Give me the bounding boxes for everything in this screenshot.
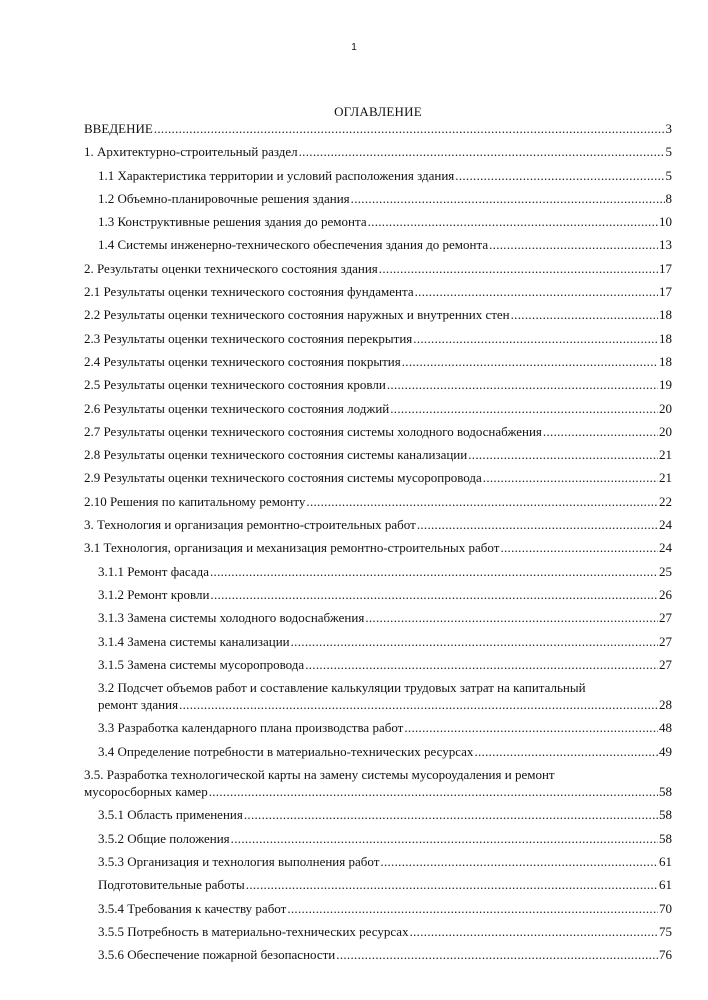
toc-entry-label: 3.1.1 Ремонт фасада [98, 563, 209, 579]
toc-entry-row [98, 946, 672, 963]
toc-entry[interactable] [84, 539, 672, 556]
toc-entry-row [84, 120, 672, 137]
toc-entry-label: 3.1 Технология, организация и механизация ремонтно-строительных работ [84, 540, 500, 556]
toc-entry-label: 3.3 Разработка календарного плана производства работ [98, 720, 404, 736]
toc-entry[interactable] [84, 330, 672, 347]
toc-entry[interactable] [84, 213, 672, 230]
dot-leader [210, 586, 658, 603]
toc-entry[interactable] [84, 260, 672, 277]
dot-leader [210, 563, 658, 580]
dot-leader [468, 446, 658, 463]
toc-entry[interactable] [84, 766, 672, 800]
dot-leader [365, 609, 658, 626]
toc-entry-label-line1: 3.5. Разработка технологической карты на замену системы мусороудаления и ремонт [84, 767, 555, 783]
toc-entry-page: 17 [659, 260, 672, 276]
toc-entry-label: 1.3 Конструктивные решения здания до ремонта [98, 214, 367, 230]
toc-entry[interactable] [84, 719, 672, 736]
toc-entry-row [98, 719, 672, 736]
toc-entry-page: 26 [659, 586, 672, 602]
toc-entry-page: 22 [659, 493, 672, 509]
toc-entry-label: 3.5.1 Область применения [98, 807, 243, 823]
dot-leader [231, 830, 658, 847]
toc-entry-row [84, 446, 672, 463]
toc-entry-row [98, 656, 672, 673]
toc-entry[interactable] [84, 353, 672, 370]
toc-entry-row [84, 539, 672, 556]
toc-entry-row [84, 143, 672, 160]
toc-entry-page: 24 [659, 517, 672, 533]
toc-entry[interactable] [84, 516, 672, 533]
toc-entry[interactable] [84, 923, 672, 940]
toc-entry-row [98, 876, 672, 893]
toc-entry-label: 3.1.2 Ремонт кровли [98, 586, 210, 602]
dot-leader [415, 283, 658, 300]
toc-entry[interactable] [84, 143, 672, 160]
toc-entry[interactable] [84, 236, 672, 253]
toc-entry[interactable] [84, 376, 672, 393]
dot-leader [380, 853, 658, 870]
toc-entry-page: 58 [659, 784, 672, 800]
toc-entry-row [84, 516, 672, 533]
toc-entry-label: 2.1 Результаты оценки технического состояния фундамента [84, 284, 414, 300]
toc-entry-row [98, 830, 672, 847]
toc-entry-label: 1.1 Характеристика территории и условий расположения здания [98, 167, 455, 183]
toc-entry-row [84, 423, 672, 440]
toc-entry-row [98, 853, 672, 870]
toc-entry-page: 58 [659, 807, 672, 823]
toc-entry-label: 1. Архитектурно-строительный раздел [84, 144, 298, 160]
dot-leader [209, 783, 658, 800]
toc-entry-label: 3.1.4 Замена системы канализации [98, 633, 290, 649]
toc-entry[interactable] [84, 609, 672, 626]
toc-entry[interactable] [84, 876, 672, 893]
toc-entry[interactable] [84, 306, 672, 323]
toc-entry-row [98, 609, 672, 626]
toc-entry[interactable] [84, 853, 672, 870]
toc-entry-row [84, 469, 672, 486]
toc-entry-label: 2.5 Результаты оценки технического состояния кровли [84, 377, 386, 393]
toc-entry-label: 2. Результаты оценки технического состояния здания [84, 260, 378, 276]
dot-leader [154, 120, 665, 137]
toc-entry-row [98, 190, 672, 207]
toc-entry-row [84, 353, 672, 370]
toc-entry-page: 18 [659, 330, 672, 346]
toc-entry[interactable] [84, 656, 672, 673]
toc-entry-page: 25 [659, 563, 672, 579]
toc-entry-row [98, 900, 672, 917]
toc-entry-label: мусоросборных камер [84, 784, 208, 800]
toc-entry-label: ВВЕДЕНИЕ [84, 121, 153, 136]
toc-entry-page: 18 [659, 353, 672, 369]
dot-leader [511, 306, 658, 323]
toc-entry-page: 70 [659, 900, 672, 916]
dot-leader [500, 539, 658, 556]
toc-entry-page: 5 [665, 144, 672, 160]
dot-leader [351, 190, 665, 207]
toc-entry-page: 76 [659, 947, 672, 963]
toc-entry[interactable] [84, 446, 672, 463]
toc-entry-page: 58 [659, 830, 672, 846]
dot-leader [474, 743, 658, 760]
dot-leader [287, 900, 658, 917]
toc-entry-page: 13 [659, 237, 672, 253]
toc-entry-label: 3.1.3 Замена системы холодного водоснабжения [98, 610, 365, 626]
toc-entry-row [98, 586, 672, 603]
toc-entry-row [84, 493, 672, 510]
toc-entry[interactable] [84, 946, 672, 963]
toc-entry[interactable] [84, 830, 672, 847]
dot-leader [299, 143, 665, 160]
dot-leader [413, 330, 658, 347]
toc-entry[interactable] [84, 900, 672, 917]
toc-entry-label: 2.3 Результаты оценки технического состояния перекрытия [84, 330, 413, 346]
dot-leader [483, 469, 658, 486]
toc-entry-row [98, 167, 672, 184]
toc-entry-label: 3. Технология и организация ремонтно-строительных работ [84, 517, 416, 533]
toc-entry-page: 61 [659, 853, 672, 869]
dot-leader [244, 806, 658, 823]
dot-leader [390, 400, 658, 417]
toc-entry-label: 2.4 Результаты оценки технического состояния покрытия [84, 353, 401, 369]
toc-entry-row [98, 213, 672, 230]
toc-entry-row [84, 400, 672, 417]
toc-entry-row [98, 743, 672, 760]
dot-leader [306, 493, 658, 510]
dot-leader [291, 633, 658, 650]
toc-entry-page: 10 [659, 214, 672, 230]
dot-leader [417, 516, 658, 533]
toc-entry-label: 2.7 Результаты оценки технического состояния системы холодного водоснабжения [84, 423, 542, 439]
toc-entry-page: 24 [659, 540, 672, 556]
toc-entry-row [98, 563, 672, 580]
toc-entry-row [98, 923, 672, 940]
toc-entry[interactable] [84, 563, 672, 580]
toc-entry[interactable] [84, 743, 672, 760]
toc-entry-page: 27 [659, 633, 672, 649]
toc-entry[interactable] [84, 400, 672, 417]
toc-entry-page: 61 [659, 877, 672, 893]
toc-entry-page: 18 [659, 307, 672, 323]
dot-leader [410, 923, 658, 940]
toc-entry-page: 75 [659, 923, 672, 939]
toc-entry[interactable] [84, 167, 672, 184]
dot-leader [404, 719, 658, 736]
toc-entry-page: 21 [659, 470, 672, 486]
toc-entry-label: 3.5.4 Требования к качеству работ [98, 900, 287, 916]
toc-entry[interactable] [84, 120, 672, 137]
toc-entry-row [98, 696, 672, 713]
toc-entry-label: 3.1.5 Замена системы мусоропровода [98, 656, 305, 672]
toc-entry-row [84, 283, 672, 300]
toc-entry-label: 3.5.2 Общие положения [98, 830, 230, 846]
dot-leader [379, 260, 658, 277]
toc-entry-row [84, 306, 672, 323]
toc-entry-page: 19 [659, 377, 672, 393]
toc-entry[interactable] [84, 586, 672, 603]
toc-entry-label: 3.5.5 Потребность в материально-технических ресурсах [98, 923, 409, 939]
toc-entry-page: 28 [659, 697, 672, 713]
toc-entry-row [84, 260, 672, 277]
toc-entry-label: 2.10 Решения по капитальному ремонту [84, 493, 306, 509]
toc-entry-label: 2.9 Результаты оценки технического состояния системы мусоропровода [84, 470, 482, 486]
toc-entry[interactable] [84, 806, 672, 823]
toc-entry[interactable] [84, 493, 672, 510]
toc-entry-label: 3.5.3 Организация и технология выполнения работ [98, 853, 380, 869]
toc-entry[interactable] [84, 469, 672, 486]
toc-entry-page: 3 [665, 121, 672, 136]
dot-leader [246, 876, 658, 893]
toc-entry-page: 8 [665, 190, 672, 206]
toc-entry-page: 5 [665, 167, 672, 183]
toc-entry-label-line1: 3.2 Подсчет объемов работ и составление калькуляции трудовых затрат на капитальный [98, 680, 586, 696]
toc-entry-page: 21 [659, 447, 672, 463]
dot-leader [179, 696, 658, 713]
toc-entry-page: 17 [659, 284, 672, 300]
toc-entry[interactable] [84, 190, 672, 207]
toc-entry-row [84, 376, 672, 393]
dot-leader [489, 236, 658, 253]
page-number: 1 [351, 42, 357, 53]
toc-entry-label: 3.4 Определение потребности в материально-технических ресурсах [98, 743, 474, 759]
toc-entry-row [98, 633, 672, 650]
dot-leader [336, 946, 658, 963]
toc-entry-row [84, 783, 672, 800]
toc-entry-label: 2.6 Результаты оценки технического состояния лоджий [84, 400, 390, 416]
toc-entry[interactable] [84, 423, 672, 440]
toc-entry-label: 2.8 Результаты оценки технического состояния системы канализации [84, 447, 468, 463]
toc-entry-page: 27 [659, 610, 672, 626]
toc-entry-label: 2.2 Результаты оценки технического состояния наружных и внутренних стен [84, 307, 510, 323]
toc-entry-row [98, 806, 672, 823]
toc-entry[interactable] [84, 283, 672, 300]
dot-leader [387, 376, 658, 393]
dot-leader [305, 656, 658, 673]
toc-entry-label: 3.5.6 Обеспечение пожарной безопасности [98, 947, 336, 963]
toc-entry-label: Подготовительные работы [98, 877, 245, 893]
toc-title: ОГЛАВЛЕНИЕ [334, 104, 422, 119]
toc-entry-page: 48 [659, 720, 672, 736]
toc-entry[interactable] [84, 679, 672, 713]
toc-entry-page: 20 [659, 423, 672, 439]
toc-entry-label: 1.4 Системы инженерно-технического обеспечения здания до ремонта [98, 237, 489, 253]
toc-entry-label: 1.2 Объемно-планировочные решения здания [98, 190, 350, 206]
toc-entry[interactable] [84, 633, 672, 650]
dot-leader [368, 213, 658, 230]
toc-entry-page: 20 [659, 400, 672, 416]
table-of-contents [84, 120, 672, 969]
toc-entry-page: 27 [659, 656, 672, 672]
dot-leader [402, 353, 658, 370]
toc-entry-page: 49 [659, 743, 672, 759]
toc-entry-row [98, 236, 672, 253]
toc-entry-label: ремонт здания [98, 697, 179, 713]
dot-leader [455, 167, 664, 184]
toc-entry-row [84, 330, 672, 347]
dot-leader [543, 423, 658, 440]
